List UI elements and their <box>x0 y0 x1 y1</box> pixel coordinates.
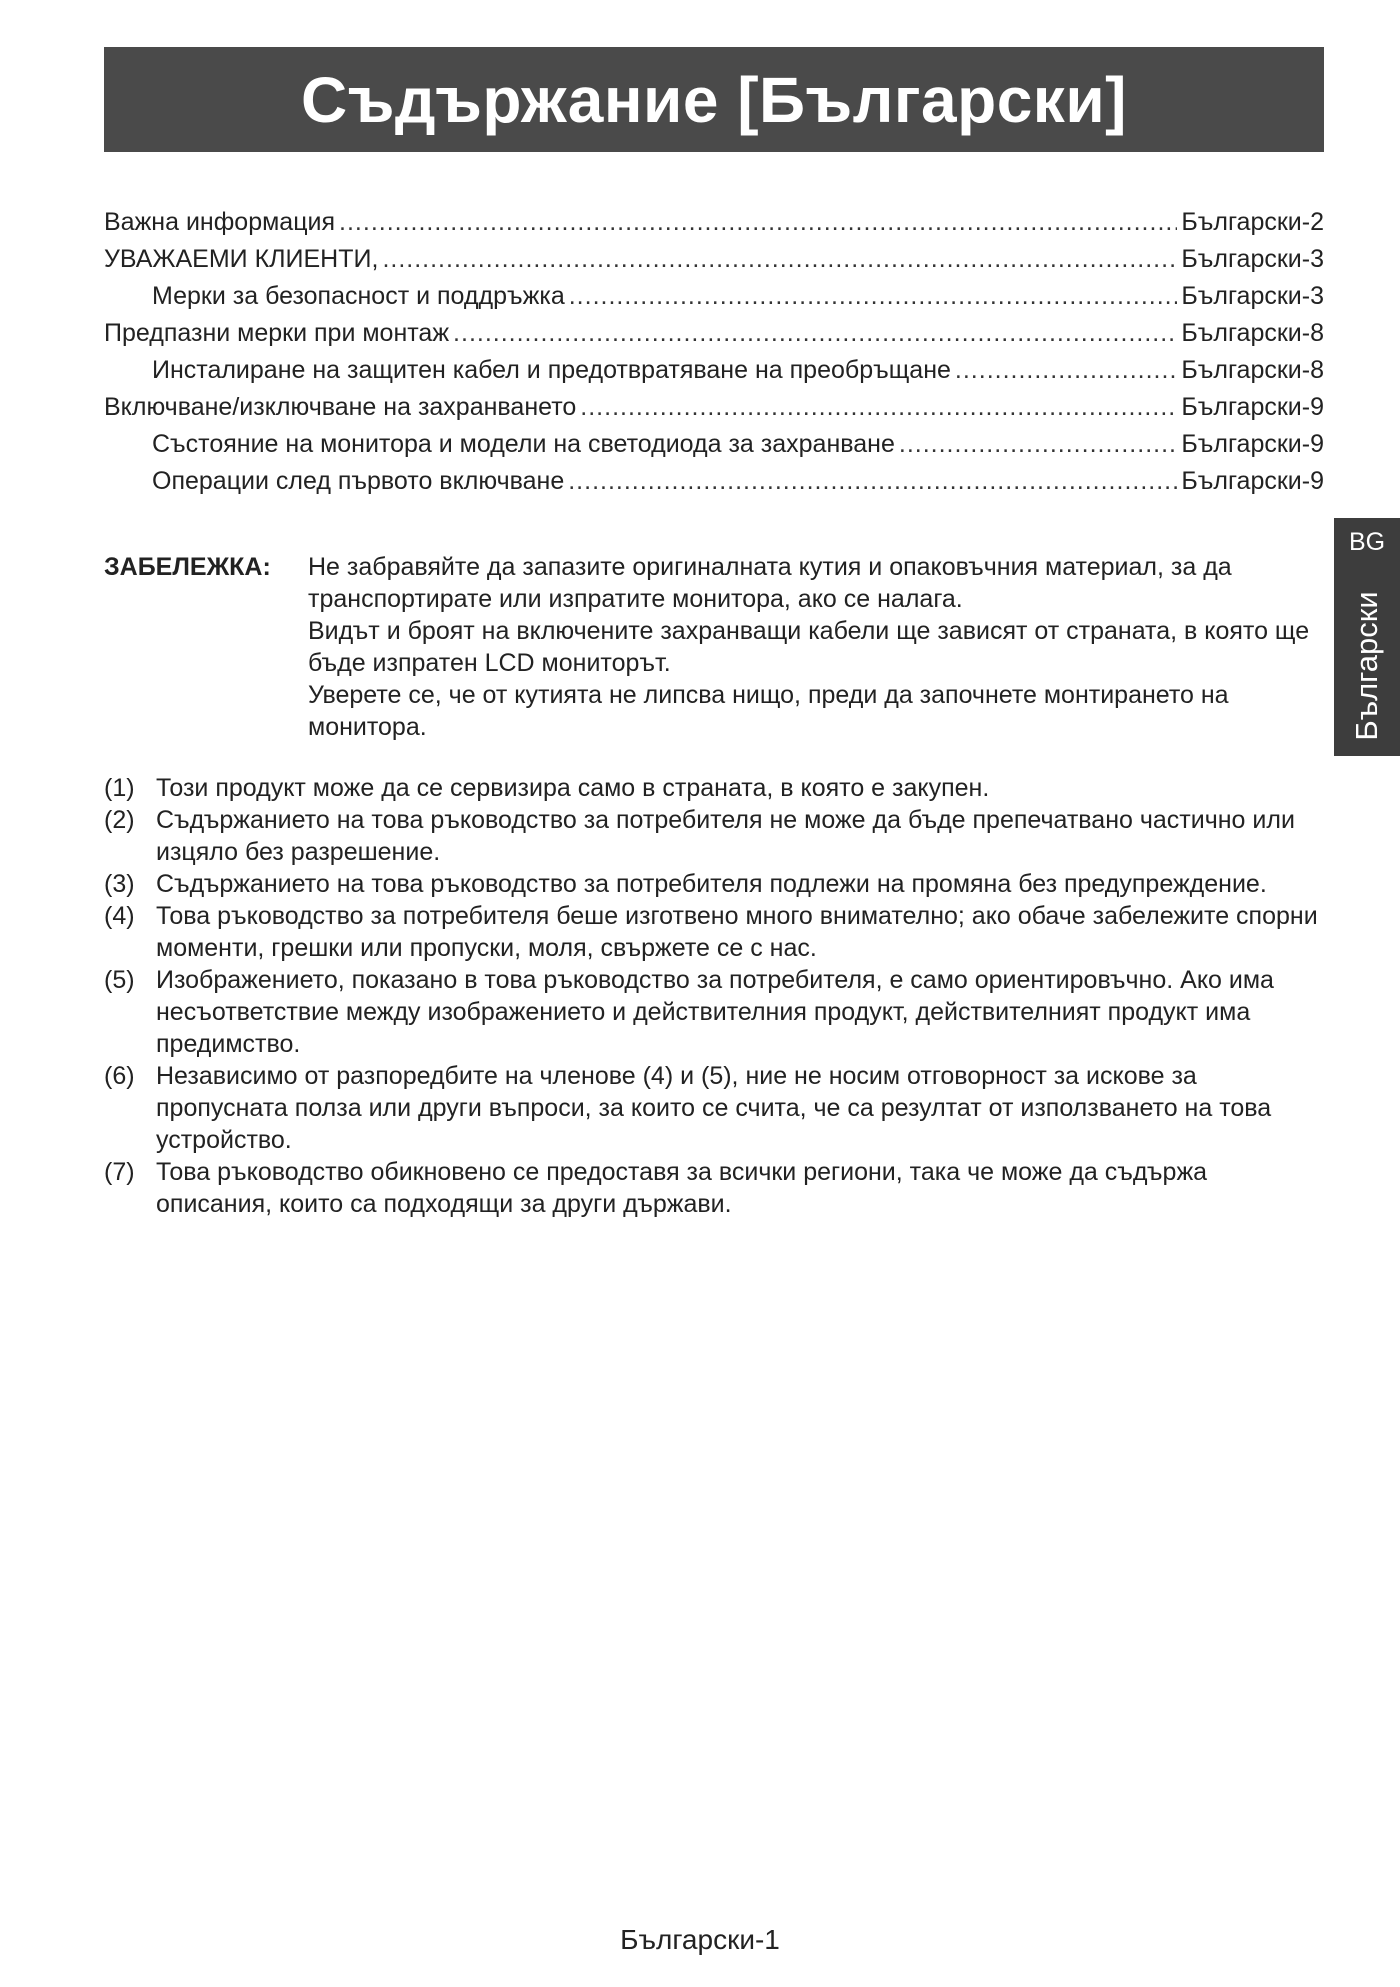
toc-leader <box>453 315 1177 352</box>
list-item-number: (3) <box>104 870 135 898</box>
list-item-text: Това ръководство обикновено се предоставя за всички региони, така че може да съдържа описания, които са подходящи за други държави. <box>156 1158 1208 1218</box>
note-label: ЗАБЕЛЕЖКА: <box>104 553 271 581</box>
toc-leader <box>568 463 1177 500</box>
list-item <box>104 1156 1328 1220</box>
toc-entry-page: Български-9 <box>1181 393 1324 421</box>
list-item <box>104 900 1328 964</box>
toc-entry-page: Български-3 <box>1181 282 1324 310</box>
list-item-text: Този продукт може да се сервизира само в страната, в която е закупен. <box>156 774 990 802</box>
toc-entry-label: УВАЖАЕМИ КЛИЕНТИ, <box>104 245 379 273</box>
toc-entry[interactable] <box>104 315 1324 352</box>
list-item-number: (5) <box>104 966 135 994</box>
table-of-contents <box>104 204 1324 500</box>
note-paragraph: Видът и броят на включените захранващи кабели ще зависят от страната, в която ще бъде изпратен LCD мониторът. <box>308 617 1310 677</box>
toc-leader <box>899 426 1177 463</box>
page-footer: Български-1 <box>620 1924 780 1955</box>
list-item-text: Изображението, показано в това ръководство за потребителя, е само ориентировъчно. Ако има несъответствие между изображението и действителния продукт, действителният продукт има предимство. <box>156 966 1274 1058</box>
note-paragraph: Уверете се, че от кутията не липсва нищо, преди да започнете монтирането на монитора. <box>308 681 1229 741</box>
toc-entry-label: Мерки за безопасност и поддръжка <box>152 282 565 310</box>
toc-entry[interactable] <box>104 241 1324 278</box>
toc-entry-label: Важна информация <box>104 208 336 236</box>
list-item-number: (4) <box>104 902 135 930</box>
toc-entry-label: Операции след първото включване <box>152 467 565 495</box>
list-item-text: Съдържанието на това ръководство за потребителя не може да бъде препечатвано частично или изцяло без разрешение. <box>156 806 1295 866</box>
toc-entry-page: Български-2 <box>1181 208 1324 236</box>
list-item-number: (2) <box>104 806 135 834</box>
list-item-number: (1) <box>104 774 135 802</box>
language-name: Български <box>1349 591 1384 741</box>
list-item-number: (7) <box>104 1158 135 1186</box>
toc-entry-page: Български-8 <box>1181 356 1324 384</box>
numbered-list <box>104 772 1328 1220</box>
note-body <box>308 551 1324 743</box>
toc-entry[interactable] <box>104 389 1324 426</box>
toc-entry-page: Български-8 <box>1181 319 1324 347</box>
list-item <box>104 772 1328 804</box>
toc-entry-label: Предпазни мерки при монтаж <box>104 319 450 347</box>
toc-entry-label: Включване/изключване на захранването <box>104 393 577 421</box>
page-title: Съдържание [Български] <box>104 47 1324 152</box>
toc-entry-label: Инсталиране на защитен кабел и предотвратяване на преобръщане <box>152 356 951 384</box>
toc-subentry[interactable] <box>104 278 1324 315</box>
language-side-tab <box>1334 518 1400 756</box>
toc-entry-page: Български-9 <box>1181 467 1324 495</box>
list-item <box>104 1060 1328 1156</box>
toc-subentry[interactable] <box>104 352 1324 389</box>
toc-entry[interactable] <box>104 204 1324 241</box>
note-block <box>104 551 1324 743</box>
list-item-text: Съдържанието на това ръководство за потребителя подлежи на промяна без предупреждение. <box>156 870 1267 898</box>
language-code: BG <box>1348 528 1386 556</box>
list-item <box>104 868 1328 900</box>
toc-leader <box>569 278 1178 315</box>
note-paragraph: Не забравяйте да запазите оригиналната кутия и опаковъчния материал, за да транспортирате или изпратите монитора, ако се налага. <box>308 553 1232 613</box>
list-item-number: (6) <box>104 1062 135 1090</box>
list-item-text: Това ръководство за потребителя беше изготвено много внимателно; ако обаче забележите спорни моменти, грешки или пропуски, моля, свържете се с нас. <box>156 902 1318 962</box>
toc-leader <box>339 204 1177 241</box>
list-item-text: Независимо от разпоредбите на членове (4) и (5), ние не носим отговорност за искове за пропусната полза или други въпроси, за които се счита, че са резултат от използването на това устройство. <box>156 1062 1272 1154</box>
toc-leader <box>382 241 1177 278</box>
toc-entry-page: Български-9 <box>1181 430 1324 458</box>
toc-leader <box>580 389 1177 426</box>
toc-entry-page: Български-3 <box>1181 245 1324 273</box>
toc-leader <box>955 352 1177 389</box>
list-item <box>104 804 1328 868</box>
toc-subentry[interactable] <box>104 426 1324 463</box>
list-item <box>104 964 1328 1060</box>
toc-subentry[interactable] <box>104 463 1324 500</box>
toc-entry-label: Състояние на монитора и модели на светодиода за захранване <box>152 430 895 458</box>
